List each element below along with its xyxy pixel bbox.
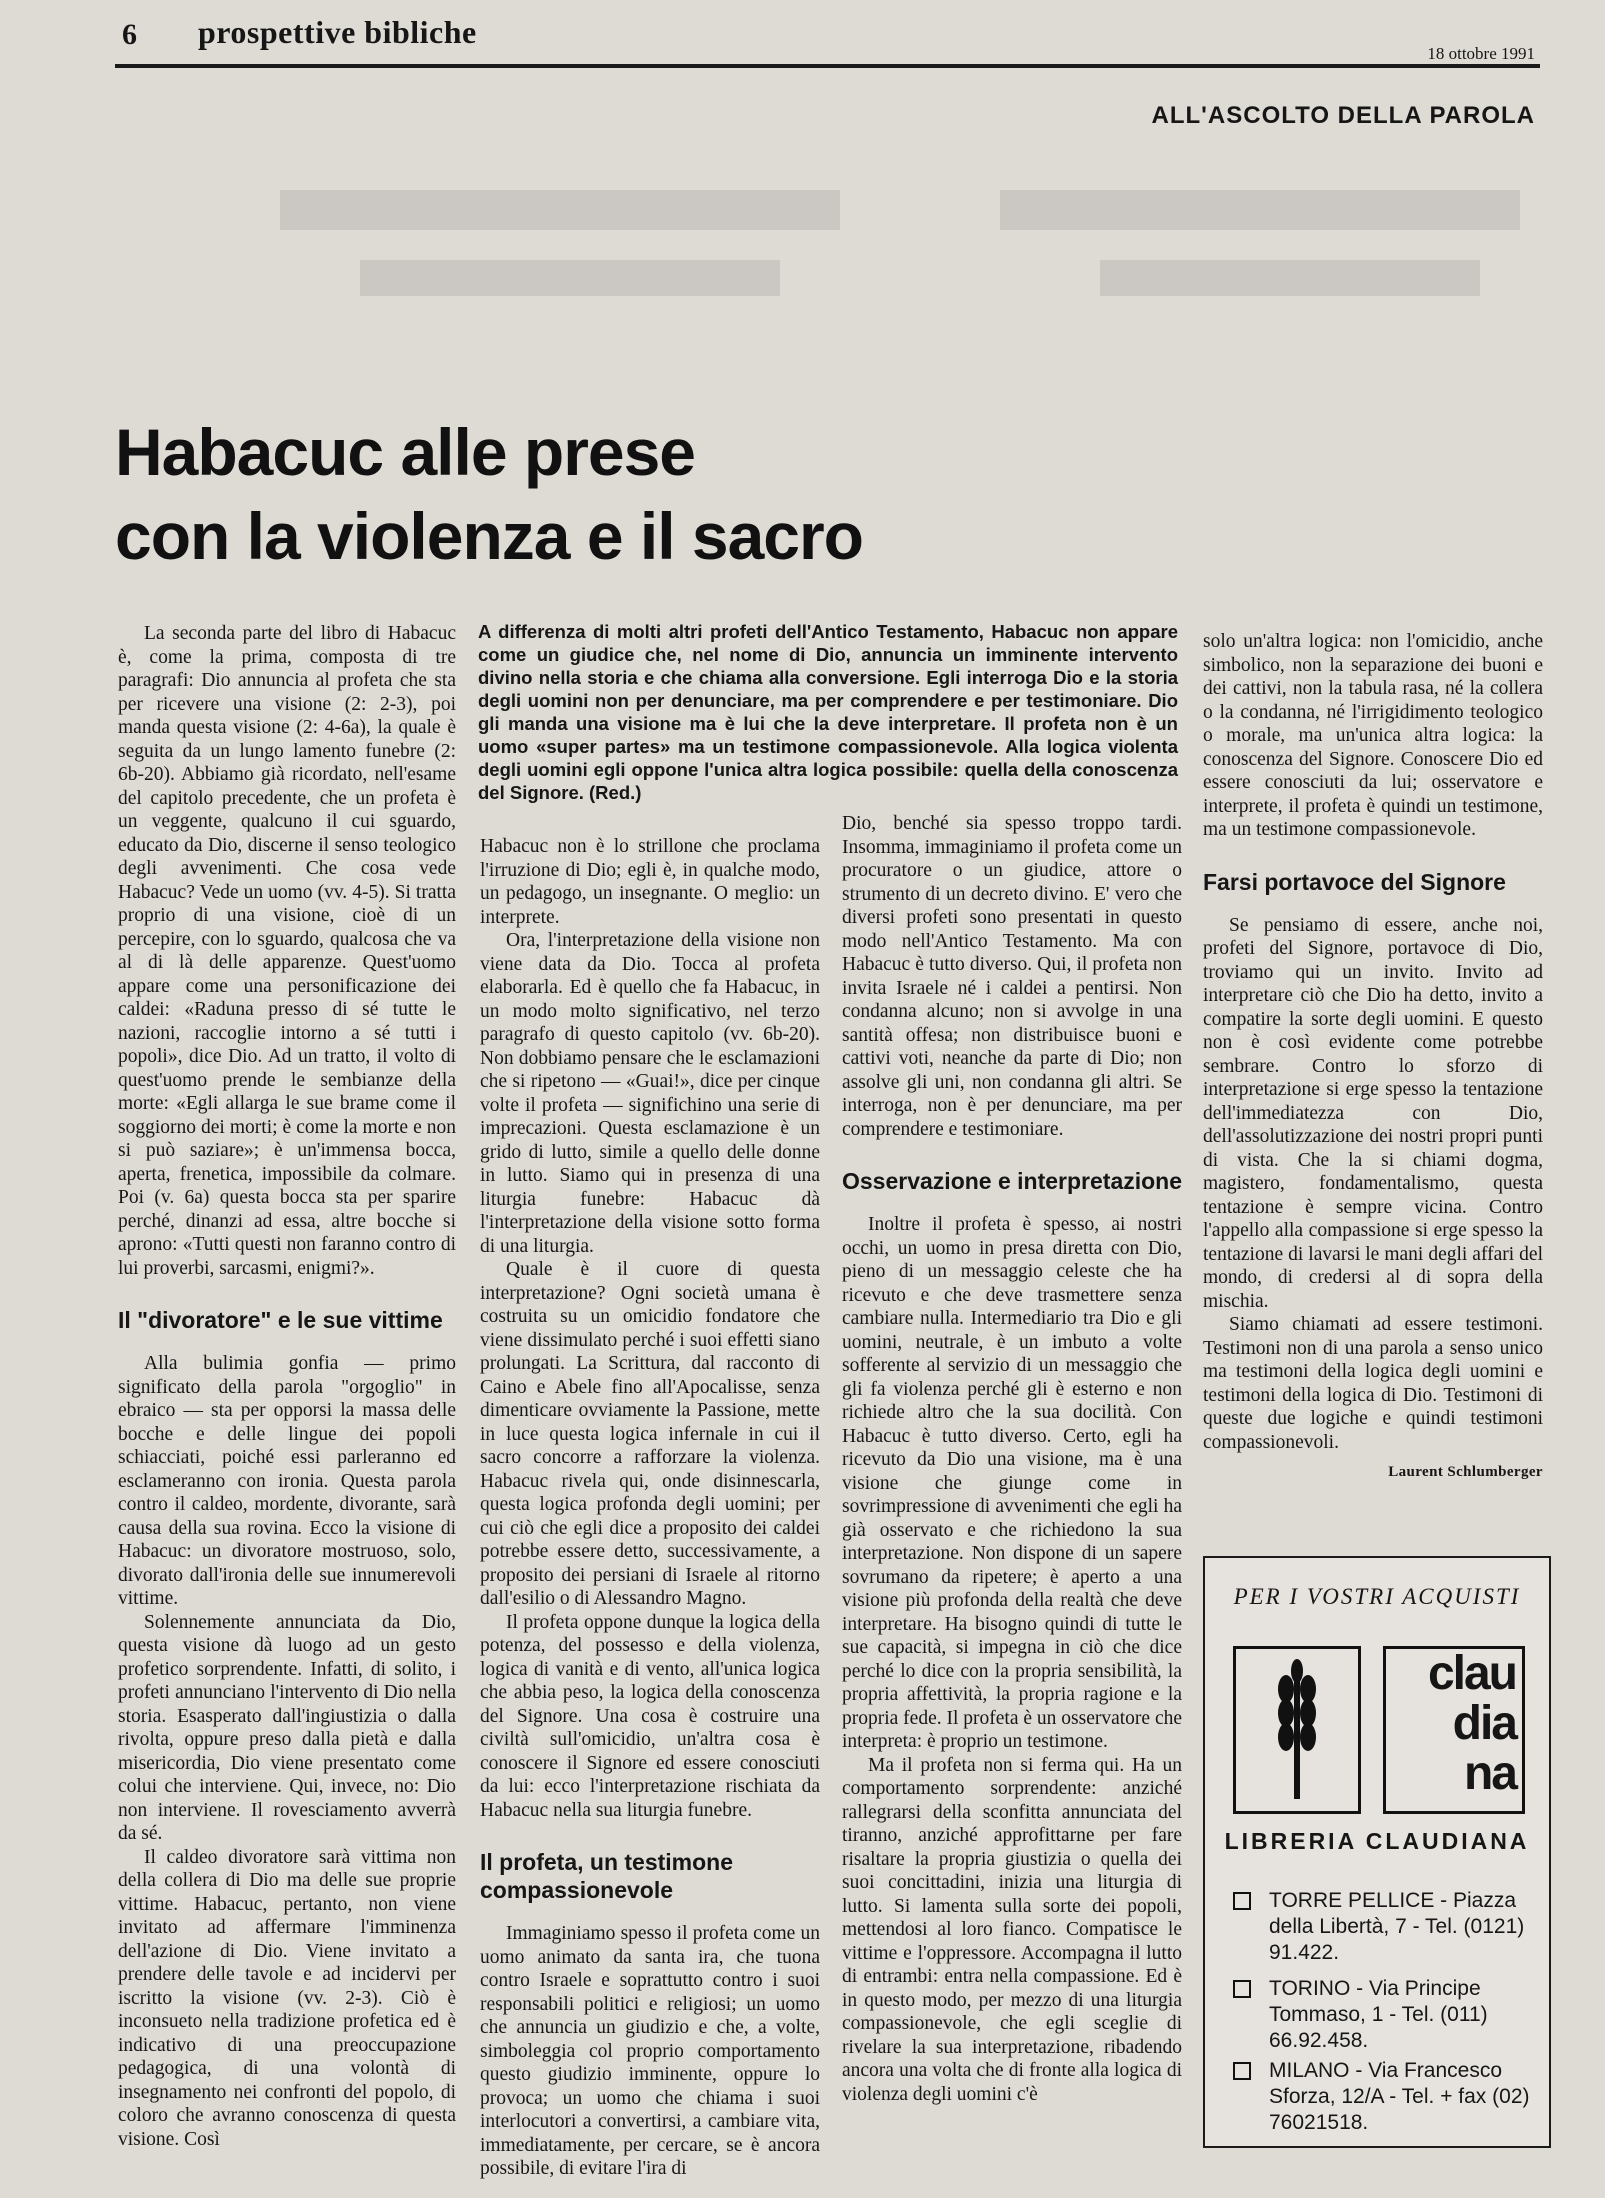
paragraph: Ma il profeta non si ferma qui. Ha un comportamento sorprendente: anziché rallegrarsi della sconfitta annunciata del tiranno, anziché approfittarne per fare risaltare la propria giustizia o quella dei suoi concittadini, inizia una liturgia di lutto. Si lamenta sulla sorte dei popoli, mettendosi al loro fianco. Compatisce le vittime e l'oppressore. Accompagna il lutto di entrambi: entra nella compassione. Ed è in questo modo, per mezzo di una liturgia compassionevole, che egli sceglie di rivelare la sua interpretazione, ribadendo ancora una volta che di fronte alla logica di violenza degli uomini c'è xyxy=(842,1754,1182,2105)
section-rubric: ALL'ASCOLTO DELLA PAROLA xyxy=(1151,102,1535,129)
headline-line-2: con la violenza e il sacro xyxy=(115,499,863,573)
wheat-ear-icon xyxy=(1233,1646,1361,1814)
logo-line: clau xyxy=(1427,1647,1516,1700)
paragraph: Inoltre il profeta è spesso, ai nostri occhi, un uomo in presa diretta con Dio, pieno di un messaggio celeste che ha ricevuto e che deve trasmettere senza cambiare nulla. Intermediario tra Dio e gli uomini, neutrale, è un imbuto a volte sofferente al servizio di un messaggio che gli fa violenza perché gli è esterno e non richiede altro che la sua docilità. Con Habacuc è tutto diverso. Certo, egli ha ricevuto da Dio una visione, ma è una visione che giunge come in sovrimpressione di avvenimenti che egli ha già osservato e che richiedono la sua interpretazione. Non dispone di un sapere sovrumano da ripetere; è aperto a una visione più profonda della realtà che deve interpretare. Ha bisogno quindi di tutte le sue capacità, si impegna in ciò che dice perché lo dice con la propria sensibilità, la propria affettività, la propria ragione e la propria fede. Il profeta è un osservatore che interpreta: è proprio un testimone. xyxy=(842,1214,1183,1752)
store-entry-milano xyxy=(1233,2058,1533,2136)
headline-line-1: Habacuc alle prese xyxy=(115,415,695,489)
ad-title: PER I VOSTRI ACQUISTI xyxy=(1233,1584,1521,1609)
column-2 xyxy=(480,835,820,2181)
paragraph: Se pensiamo di essere, anche noi, profeti del Signore, portavoce di Dio, troviamo qui un invito. Invito ad interpretare ciò che Dio ha detto, invito a compatire la sorte degli uomini. E questo non è così evidente come potrebbe sembrare. Contro lo sforzo di interpretazione si erge spesso la tentazione dell'immediatezza con Dio, dell'assolutizzazione dei nostri propri punti di vista. Che la si chiami dogma, magistero, fondamentalismo, questa tentazione è sempre vicina. Contro l'appello alla compassione si erge spesso la tentazione di lavarsi le mani degli affari del mondo, di credersi al di sopra della mischia. xyxy=(1203,914,1543,1312)
claudiana-logo xyxy=(1233,1646,1525,1814)
checkbox-square-icon xyxy=(1233,1892,1251,1910)
column-4 xyxy=(1203,630,1543,1481)
store-entry-torino xyxy=(1233,1976,1533,2054)
subheading: Il "divoratore" e le sue vittime xyxy=(118,1307,443,1333)
paragraph: solo un'altra logica: non l'omicidio, anche simbolico, non la separazione dei buoni e dei cattivi, non la tabula rasa, né la collera o la condanna, né l'irrigidimento teologico o morale, ma un'unica altra logica: la conoscenza del Signore. Conoscere Dio ed essere conosciuti da lui; osservatore e interprete, il profeta è quindi un testimone, ma un testimone compassionevole. xyxy=(1203,631,1543,840)
paragraph: Dio, benché sia spesso troppo tardi. Insomma, immaginiamo il profeta come un procuratore o un giudice, attore o strumento di un decreto divino. E' vero che diversi profeti sono presentati in questo modo nell'Antico Testamento. Ma con Habacuc è tutto diverso. Qui, il profeta non invita Israele né i caldei a pentirsi. Non condanna alcuno; non si avvolge in una santità offesa; non distribuisce buoni e cattivi voti, neanche da parte di Dio; non assolve gli uni, non condanna gli altri. Se interroga, non è per denunciare, ma per comprendere e testimoniare. xyxy=(842,813,1182,1140)
page-number: 6 xyxy=(122,18,137,51)
store-entry-torre-pellice xyxy=(1233,1888,1533,1966)
paragraph: La seconda parte del libro di Habacuc è, come la prima, composta di tre paragrafi: Dio annuncia al profeta che sta per ricevere una visione (2: 2-3), poi manda questa visione (2: 4-6a), la quale è seguita da un lungo lamento funebre (2: 6b-20). Abbiamo già ricordato, nell'esame del capitolo precedente, che un profeta è un veggente, qualcuno il cui sguardo, educato da Dio, discerne il senso teologico degli avvenimenti. Che cosa vede Habacuc? Vede un uomo (vv. 4-5). Si tratta proprio di una visione, cioè di un percepire, con lo sguardo, qualcosa che va al di là delle apparenze. Quest'uomo appare come una personificazione dei caldei: «Raduna presso di sé tutte le nazioni, raccoglie intorno a sé tutti i popoli», dice Dio. Ad un tratto, il volto di quest'uomo prende le sembianze della morte: «Egli allarga le sue brame come il soggiorno dei morti; è come la morte e non si può saziare»; è un'immensa bocca, aperta, frenetica, impossibile da colmare. Poi (v. 6a) questa bocca sta per sparire perché, dinanzi ad essa, altre bocche si aprono: «Tutti questi non faranno contro di lui proverbi, sarcasmi, enigmi?». xyxy=(118,623,456,1279)
store-address: TORRE PELLICE - Piazza della Libertà, 7 - Tel. (0121) 91.422. xyxy=(1269,1889,1525,1964)
article-lead: A differenza di molti altri profeti dell'Antico Testamento, Habacuc non appare come un giudice che, nel nome di Dio, annuncia un imminente intervento divino nella storia e che chiama alla conversione. Egli interroga Dio e la storia degli uomini non per denunciare, ma per comprendere e per testimoniare. Dio gli manda una visione ma è lui che la deve interpretare. Il profeta non è un uomo «super partes» ma un testimone compassionevole. Alla logica violenta degli uomini egli oppone l'unica altra logica possibile: quella della conoscenza del Signore. (Red.) xyxy=(478,621,1178,803)
subheading: Osservazione e interpretazione xyxy=(842,1168,1183,1194)
paragraph: Siamo chiamati ad essere testimoni. Testimoni non di una parola a senso unico ma testimoni della logica degli uomini e testimoni della logica di Dio. Testimoni di queste due logiche e quindi testimoni compassionevoli. xyxy=(1203,1314,1543,1453)
bookstore-name: LIBRERIA CLAUDIANA xyxy=(1224,1828,1530,1854)
claudiana-wordmark xyxy=(1383,1646,1525,1814)
store-address: MILANO - Via Francesco Sforza, 12/A - Tel. + fax (02) 76021518. xyxy=(1269,2059,1530,2134)
paragraph: Alla bulimia gonfia — primo significato della parola "orgoglio" in ebraico — sta per opporsi la massa delle bocche e delle lingue dei popoli schiacciati, poiché essi parleranno ed esclameranno con ironia. Questa parola contro il caldeo, mordente, divorante, sarà causa della sua rovina. Ecco la visione di Habacuc: un divoratore mostruoso, solo, divorato dall'ironia delle sue innumerevoli vittime. xyxy=(118,1353,456,1609)
author-signature: Laurent Schlumberger xyxy=(1388,1464,1543,1480)
wheat-ear-graphic xyxy=(1236,1649,1358,1811)
logo-line: dia xyxy=(1452,1697,1516,1750)
column-3 xyxy=(842,812,1182,2106)
bleed-through-shadow xyxy=(160,150,1540,330)
store-address: TORINO - Via Principe Tommaso, 1 - Tel. (011) 66.92.458. xyxy=(1269,1977,1488,2052)
bookstore-advertisement xyxy=(1203,1556,1551,2148)
article-headline xyxy=(115,410,1315,578)
paragraph: Il caldeo divoratore sarà vittima non della collera di Dio ma delle sue proprie vittime. Habacuc, pertanto, non viene invitato ad affermare l'imminenza dell'azione di Dio. Viene invitato a prendere delle tavole e ad incidervi per iscritto la visione (vv. 2-3). Ciò è inconsueto nella tradizione profetica ed è indicativo di una preoccupazione pedagogica, di una volontà di insegnamento nei confronti del popolo, di coloro che avranno conoscenza di questa visione. Così xyxy=(118,1846,456,2150)
header-rule xyxy=(115,64,1540,68)
paragraph: Quale è il cuore di questa interpretazione? Ogni società umana è costruita su un omicidio fondatore che viene dissimulato perché i suoi effetti siano prolungati. La Scrittura, dal racconto di Caino e Abele fino all'Apocalisse, senza dimenticare ovviamente la Passione, mette in luce questa logica infernale in cui il sacro concorre a rafforzare la violenza. Habacuc rivela qui, onde disinnescarla, questa logica profonda degli uomini; per cui ciò che egli dice a proposito dei caldei potrebbe essere detto, successivamente, a proposito dei persiani di Israele al ritorno dall'esilio o di Alessandro Magno. xyxy=(480,1259,820,1609)
column-1 xyxy=(118,622,456,2151)
checkbox-square-icon xyxy=(1233,1980,1251,1998)
checkbox-square-icon xyxy=(1233,2062,1251,2080)
subheading: Il profeta, un testimone compassionevole xyxy=(480,1849,734,1903)
paragraph: Immaginiamo spesso il profeta come un uomo animato da santa ira, che tuona contro Israele e soprattutto contro i suoi responsabili politici e religiosi; un uomo che annuncia un giudizio e che, a volte, simboleggia col proprio comportamento questo giudizio imminente, oppure lo provoca; un uomo che chiama i suoi interlocutori a convertirsi, a cambiare vita, immediatamente, per cercare, se è ancora possibile, di evitare l'ira di xyxy=(480,1923,820,2179)
logo-line: na xyxy=(1463,1747,1516,1800)
bleed-through-shapes xyxy=(160,150,1540,330)
paragraph: Habacuc non è lo strillone che proclama l'irruzione di Dio; egli è, in qualche modo, un pedagogo, un insegnante. O meglio: un interprete. xyxy=(480,836,820,928)
paragraph: Solennemente annunciata da Dio, questa visione dà luogo ad un gesto profetico sorprendente. Infatti, di solito, i profeti annunciano l'intervento di Dio nella storia. Esasperato dall'ingiustizia o dalla rivolta, oppure preso dalla pietà e dalla misericordia, Dio viene presentato come colui che interviene. Qui, invece, no: Dio non interviene. Il rovesciamento avverrà da sé. xyxy=(118,1611,456,1844)
publication-title: prospettive bibliche xyxy=(198,14,477,50)
paragraph: Il profeta oppone dunque la logica della potenza, del possesso e della violenza, logica di vanità e di vento, all'unica logica che abbia peso, la logica della conoscenza del Signore. Una cosa è costruire una civiltà sull'omicidio, un'altra cosa è conoscere il Signore ed essere conosciuti da lui: ecco l'interpretazione rischiata da Habacuc nella sua liturgia funebre. xyxy=(480,1611,820,1821)
subheading: Farsi portavoce del Signore xyxy=(1203,868,1506,895)
paragraph: Ora, l'interpretazione della visione non viene data da Dio. Tocca al profeta elaborarla. Ed è quello che fa Habacuc, in un modo molto significativo, nel terzo paragrafo di questo capitolo (vv. 6b-20). Non dobbiamo pensare che le esclamazioni che si ripetono — «Guai!», dice per cinque volte il profeta — significhino una serie di imprecazioni. Questa esclamazione è un grido di lutto, simile a quello delle donne in lutto. Siamo qui in presenza di una liturgia funebre: Habacuc dà l'interpretazione della visione sotto forma di una liturgia. xyxy=(480,930,820,1257)
issue-date: 18 ottobre 1991 xyxy=(1427,44,1535,63)
